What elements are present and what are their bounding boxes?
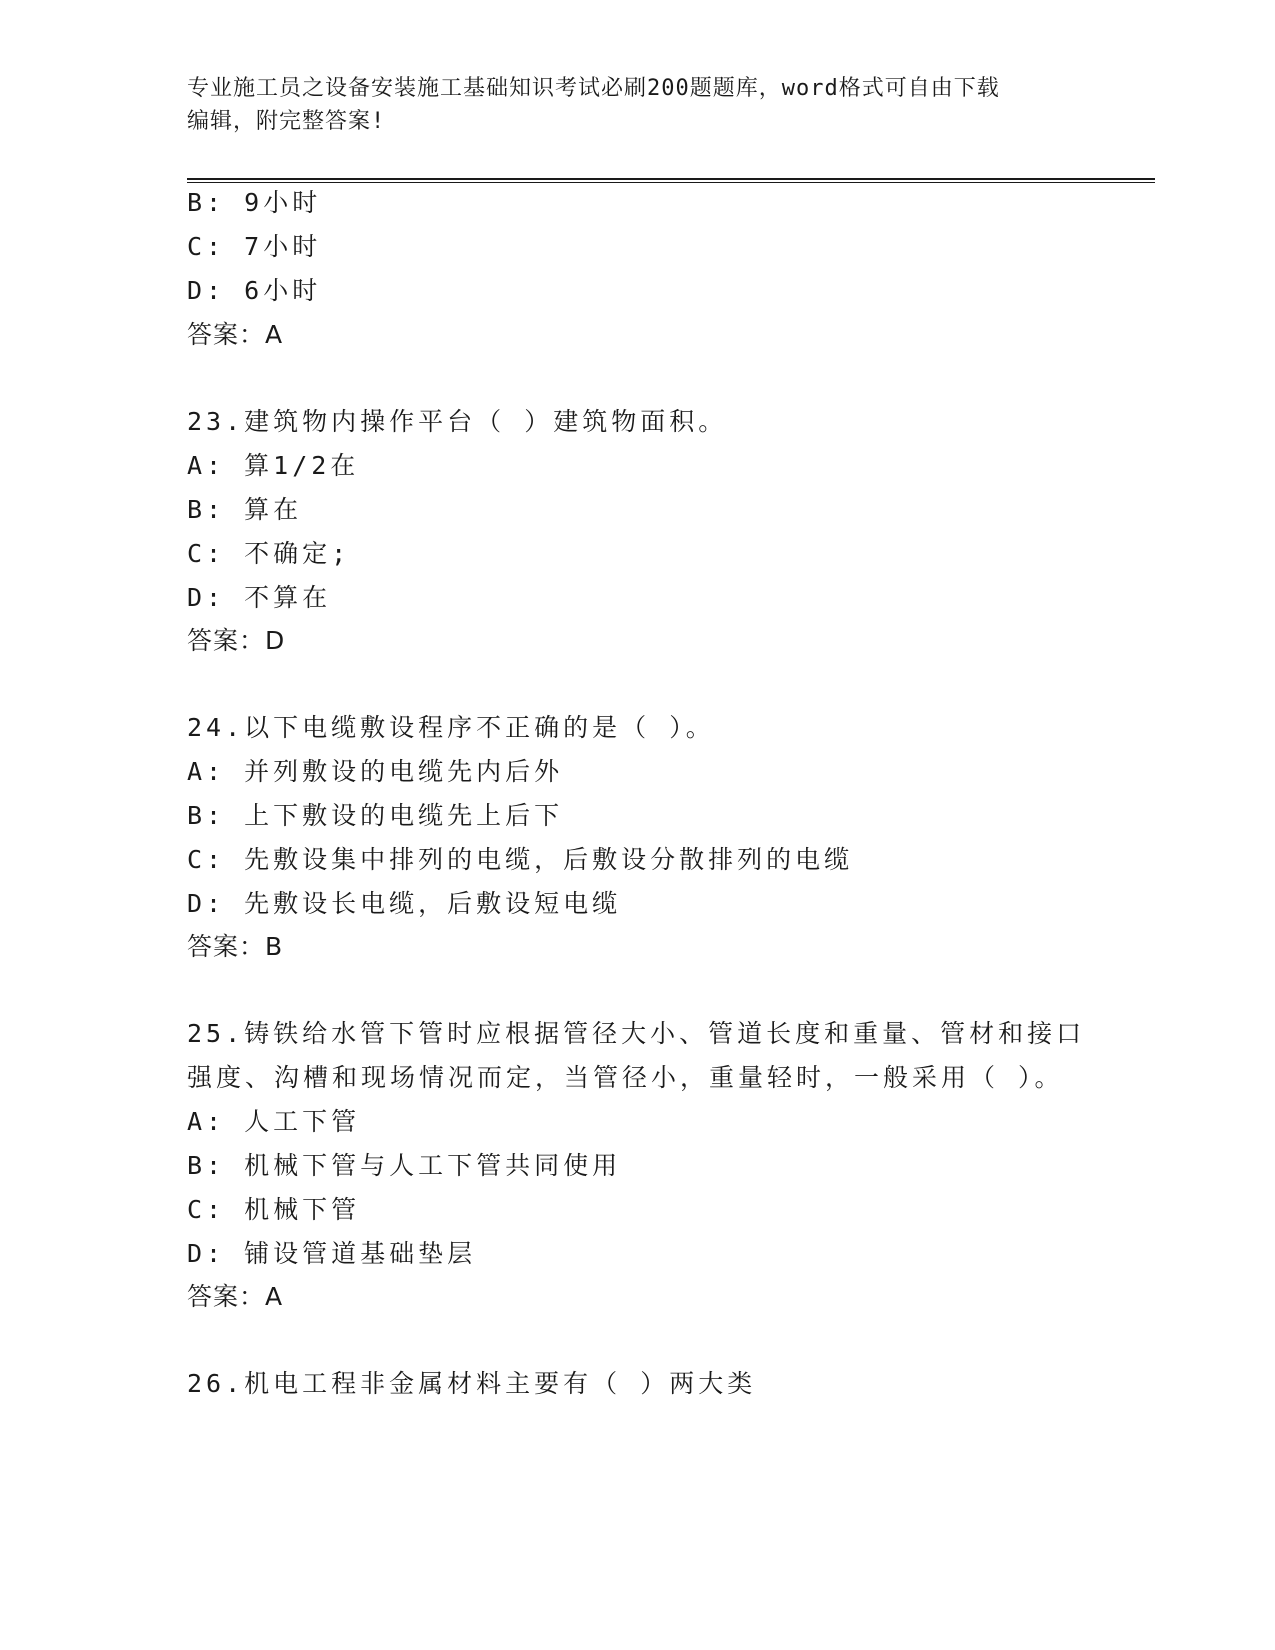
header-line-1: 专业施工员之设备安装施工基础知识考试必刷200题题库，word格式可自由下载	[187, 76, 1000, 101]
q24-option-c: C: 先敷设集中排列的电缆，后敷设分散排列的电缆	[187, 845, 854, 874]
q24-option-d: D: 先敷设长电缆，后敷设短电缆	[187, 889, 622, 918]
q25-option-b: B: 机械下管与人工下管共同使用	[187, 1151, 622, 1180]
q23-question: 23.建筑物内操作平台（ ）建筑物面积。	[187, 407, 728, 436]
q23-option-a: A: 算1/2在	[187, 451, 360, 480]
q24-answer: 答案：B	[187, 932, 284, 961]
q23-answer: 答案：D	[187, 626, 286, 655]
q25-option-d: D: 铺设管道基础垫层	[187, 1239, 477, 1268]
q24-option-b: B: 上下敷设的电缆先上后下	[187, 801, 564, 830]
q25-option-a: A: 人工下管	[187, 1107, 361, 1136]
q26-question: 26.机电工程非金属材料主要有（ ）两大类	[187, 1369, 757, 1398]
document-header	[187, 72, 1067, 138]
q25-answer: 答案：A	[187, 1282, 284, 1311]
header-line-2: 编辑，附完整答案!	[187, 109, 386, 134]
q23-option-b: B: 算在	[187, 495, 303, 524]
q24-option-a: A: 并列敷设的电缆先内后外	[187, 757, 564, 786]
q22-answer: 答案：A	[187, 320, 284, 349]
q23-option-c: C: 不确定;	[187, 539, 351, 568]
q25-option-c: C: 机械下管	[187, 1195, 361, 1224]
q22-option-c: C: 7小时	[187, 232, 322, 261]
q23-option-d: D: 不算在	[187, 583, 332, 612]
q22-option-b: B: 9小时	[187, 188, 322, 217]
header-divider	[187, 178, 1155, 183]
q25-question-line-1: 25.铸铁给水管下管时应根据管径大小、管道长度和重量、管材和接口	[187, 1019, 1086, 1048]
q25-question-line-2: 强度、沟槽和现场情况而定，当管径小，重量轻时，一般采用（ ）。	[187, 1063, 1064, 1092]
q24-question: 24.以下电缆敷设程序不正确的是（ ）。	[187, 713, 715, 742]
q22-option-d: D: 6小时	[187, 276, 322, 305]
